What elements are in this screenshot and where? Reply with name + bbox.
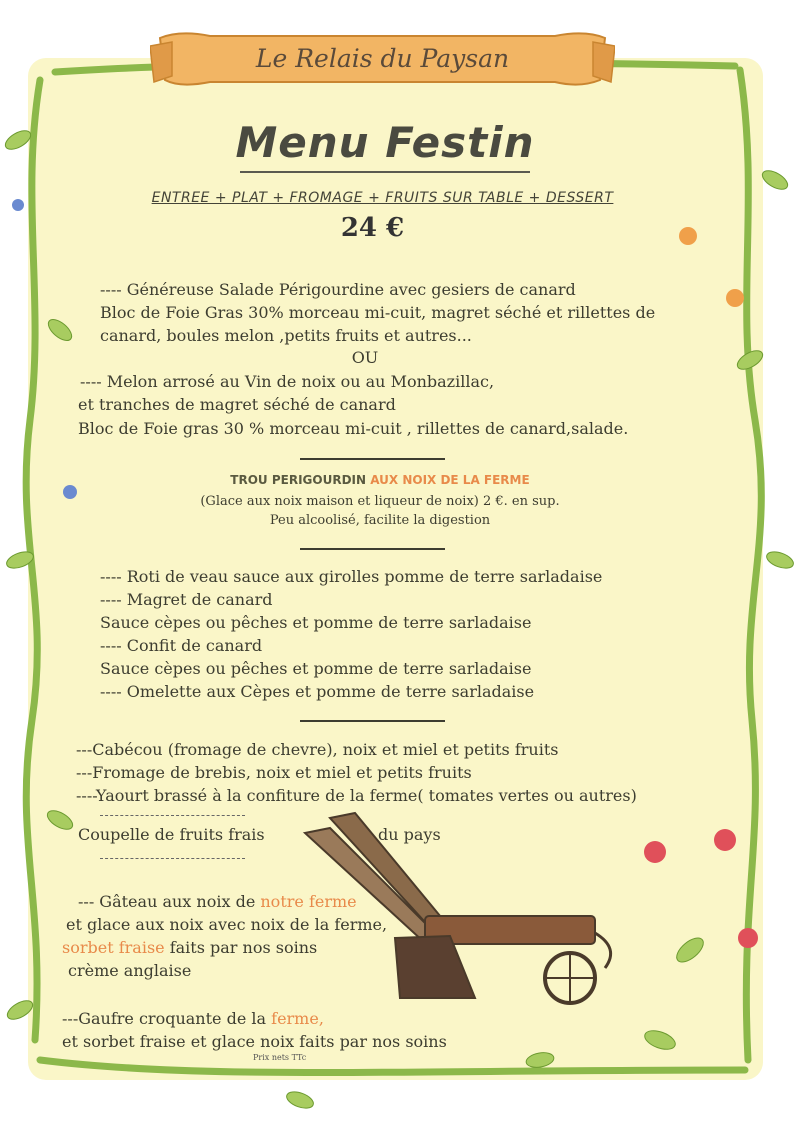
plat-line: Sauce cèpes ou pêches et pomme de terre sarladaise	[100, 659, 532, 678]
dessert-line	[62, 938, 317, 957]
small-divider	[100, 858, 245, 859]
dessert-text: --- Gâteau aux noix de	[78, 892, 256, 911]
dessert-line	[62, 1009, 324, 1028]
entree-line: Bloc de Foie Gras 30% morceau mi-cuit, magret séché et rillettes de	[100, 303, 656, 322]
restaurant-name: Le Relais du Paysan	[255, 44, 510, 73]
plat-line: Sauce cèpes ou pêches et pomme de terre sarladaise	[100, 613, 532, 632]
plat-line: ---- Roti de veau sauce aux girolles pomme de terre sarladaise	[100, 567, 603, 586]
price-footnote: Prix nets TTc	[253, 1053, 307, 1062]
trou-title	[0, 473, 760, 487]
fruits-line-end: du pays	[378, 825, 441, 844]
entree-line: et tranches de magret séché de canard	[78, 395, 396, 414]
dessert-line: et sorbet fraise et glace noix faits par nos soins	[62, 1032, 447, 1051]
section-divider	[300, 720, 445, 722]
dessert-highlight: ferme,	[271, 1009, 324, 1028]
entree-line: Bloc de Foie gras 30 % morceau mi-cuit , rillettes de canard,salade.	[78, 419, 629, 438]
fruits-line: Coupelle de fruits frais	[78, 825, 265, 844]
trou-description: (Glace aux noix maison et liqueur de noix) 2 €. en sup.	[200, 494, 560, 509]
fromage-line: ----Yaourt brassé à la confiture de la ferme( tomates vertes ou autres)	[76, 786, 637, 805]
plat-line: ---- Confit de canard	[100, 636, 263, 655]
title-underline	[240, 171, 530, 173]
fromage-line: ---Cabécou (fromage de chevre), noix et miel et petits fruits	[76, 740, 559, 759]
trou-title-main: TROU PERIGOURDIN	[230, 473, 367, 487]
dessert-line	[78, 892, 357, 911]
dessert-text: faits par nos soins	[164, 938, 318, 957]
entree-line: canard, boules melon ,petits fruits et autres...	[100, 326, 472, 345]
fromage-line: ---Fromage de brebis, noix et miel et petits fruits	[76, 763, 472, 782]
menu-title: Menu Festin	[235, 118, 535, 167]
plat-line: ---- Magret de canard	[100, 590, 273, 609]
dessert-line: crème anglaise	[68, 961, 192, 980]
trou-note: Peu alcoolisé, facilite la digestion	[269, 513, 491, 528]
dessert-highlight: sorbet fraise	[62, 938, 165, 957]
dessert-line: et glace aux noix avec noix de la ferme,	[66, 915, 388, 934]
entree-line: ---- Généreuse Salade Périgourdine avec gesiers de canard	[100, 280, 576, 299]
plat-line: ---- Omelette aux Cèpes et pomme de terre sarladaise	[100, 682, 535, 701]
menu-price: 24 €	[340, 213, 405, 243]
dessert-highlight: notre ferme	[260, 892, 357, 911]
or-separator: OU	[351, 348, 379, 367]
trou-title-highlight: AUX NOIX DE LA FERME	[370, 473, 530, 487]
section-divider	[300, 548, 445, 550]
menu-formula: ENTREE + PLAT + FROMAGE + FRUITS SUR TABLE + DESSERT	[151, 190, 614, 206]
dessert-text: ---Gaufre croquante de la	[62, 1009, 267, 1028]
section-divider	[300, 458, 445, 460]
entree-line: ---- Melon arrosé au Vin de noix ou au Monbazillac,	[80, 372, 495, 391]
small-divider	[100, 815, 245, 816]
